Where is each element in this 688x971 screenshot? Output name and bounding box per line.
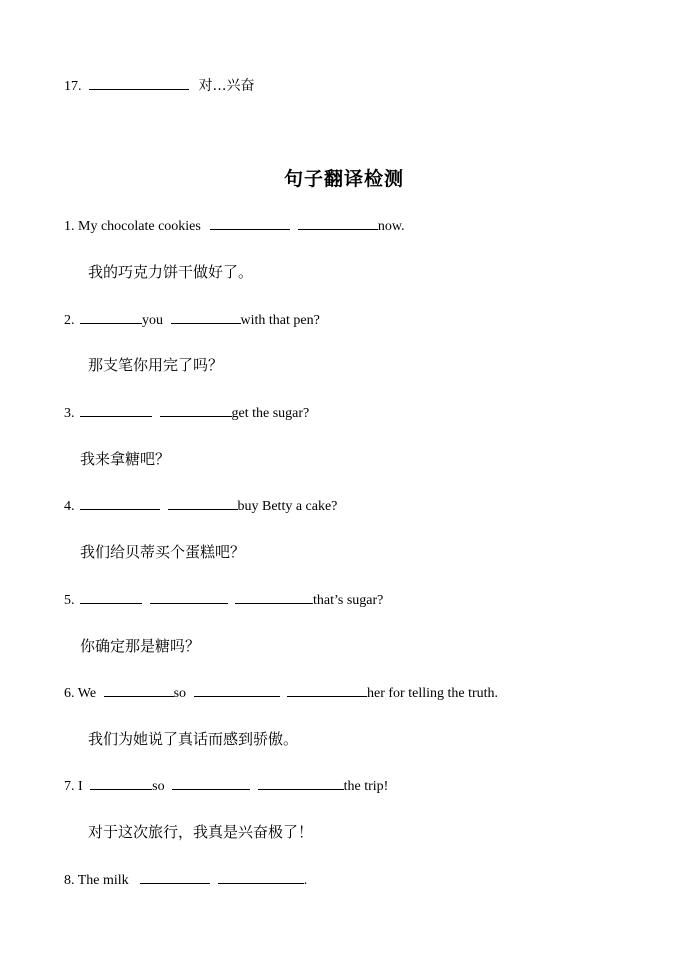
question-1 — [64, 217, 405, 236]
question-text: so — [173, 686, 187, 701]
answer-blank[interactable] — [194, 684, 280, 697]
answer-blank[interactable] — [80, 311, 142, 324]
answer-blank[interactable] — [104, 684, 174, 697]
question-text: I — [78, 779, 83, 794]
item-17 — [64, 77, 255, 96]
question-text: My chocolate cookies — [78, 219, 201, 234]
answer-blank[interactable] — [258, 777, 344, 790]
question-text: buy Betty a cake? — [237, 499, 338, 514]
question-4 — [64, 497, 337, 516]
answer-blank[interactable] — [150, 591, 228, 604]
question-text: you — [142, 313, 163, 328]
translation-4: 我们给贝蒂买个蛋糕吧？ — [80, 543, 246, 561]
question-number: 7. — [64, 779, 75, 794]
question-text: We — [77, 686, 97, 701]
question-3 — [64, 404, 309, 423]
question-7 — [64, 777, 388, 796]
question-number: 1. — [64, 219, 75, 234]
question-text: get the sugar? — [231, 406, 310, 421]
answer-blank[interactable] — [80, 404, 152, 417]
answer-blank[interactable] — [172, 777, 250, 790]
item-number: 17. — [64, 79, 82, 94]
translation-6: 我们为她说了真话而感到骄傲。 — [88, 730, 299, 748]
answer-blank[interactable] — [80, 591, 142, 604]
item-meaning: 对…兴奋 — [198, 78, 255, 94]
question-6 — [64, 684, 498, 703]
translation-3: 我来拿糖吧？ — [80, 450, 171, 468]
answer-blank[interactable] — [210, 217, 290, 230]
question-2 — [64, 311, 320, 330]
question-text: the trip! — [343, 779, 389, 794]
answer-blank[interactable] — [171, 311, 241, 324]
question-number: 3. — [64, 406, 75, 421]
question-number: 6. — [64, 686, 75, 701]
question-number: 5. — [64, 593, 75, 608]
answer-blank[interactable] — [140, 871, 210, 884]
question-text: . — [303, 873, 308, 888]
answer-blank[interactable] — [168, 497, 238, 510]
translation-7: 对于这次旅行，我真是兴奋极了！ — [88, 823, 314, 841]
answer-blank[interactable] — [235, 591, 313, 604]
answer-blank[interactable] — [298, 217, 378, 230]
section-title: 句子翻译检测 — [283, 168, 404, 190]
question-text: with that pen? — [240, 313, 320, 328]
question-number: 2. — [64, 313, 75, 328]
answer-blank[interactable] — [89, 77, 189, 90]
answer-blank[interactable] — [218, 871, 304, 884]
question-number: 4. — [64, 499, 75, 514]
translation-1: 我的巧克力饼干做好了。 — [88, 263, 254, 281]
answer-blank[interactable] — [287, 684, 367, 697]
answer-blank[interactable] — [90, 777, 152, 790]
question-text: that’s sugar? — [313, 593, 384, 608]
question-text: The milk — [77, 873, 129, 888]
translation-2: 那支笔你用完了吗？ — [88, 356, 224, 374]
question-8 — [64, 871, 307, 890]
question-text: so — [152, 779, 165, 794]
translation-5: 你确定那是糖吗？ — [80, 637, 201, 655]
question-text: now. — [377, 219, 405, 234]
question-5 — [64, 591, 383, 610]
question-text: her for telling the truth. — [367, 686, 499, 701]
answer-blank[interactable] — [80, 497, 160, 510]
answer-blank[interactable] — [160, 404, 232, 417]
question-number: 8. — [64, 873, 75, 888]
